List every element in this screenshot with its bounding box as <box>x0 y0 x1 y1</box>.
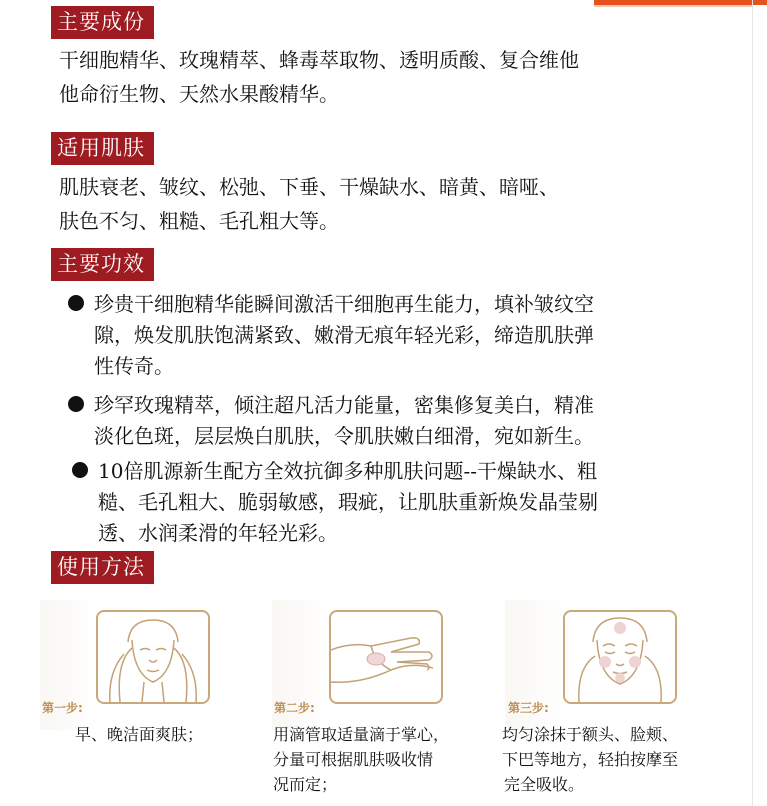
section-title-ingredients: 主要成份 <box>51 6 154 39</box>
effect-line: 透、水润柔滑的年轻光彩。 <box>98 521 338 545</box>
face-massage-icon <box>565 612 675 702</box>
section-title-skin-types: 适用肌肤 <box>51 132 154 165</box>
effect-line: 珍罕玫瑰精萃，倾注超凡活力能量，密集修复美白，精准 <box>94 393 594 417</box>
step3-line: 均匀涂抹于额头、脸颊、 <box>502 725 679 744</box>
section-title-usage: 使用方法 <box>51 551 154 584</box>
step2-text <box>273 722 449 797</box>
top-accent-shadow <box>594 5 752 7</box>
effect-item <box>68 289 728 382</box>
face-wash-icon <box>98 612 208 702</box>
step3-illustration <box>563 610 677 704</box>
effect-item <box>72 456 732 549</box>
step1-illustration <box>96 610 210 704</box>
step3-label: 第三步: <box>508 701 549 715</box>
step2-label: 第二步: <box>274 701 315 715</box>
effect-line: 10倍肌源新生配方全效抗御多种肌肤问题--干燥缺水、粗 <box>98 459 597 483</box>
skin-types-text <box>59 170 739 238</box>
step3-line: 完全吸收。 <box>504 775 585 794</box>
effect-line: 糙、毛孔粗大、脆弱敏感，瑕疵，让肌肤重新焕发晶莹剔 <box>98 490 598 514</box>
step3-line: 下巴等地方，轻拍按摩至 <box>502 750 679 769</box>
ingredients-text <box>59 43 739 111</box>
skin-types-line: 肤色不匀、粗糙、毛孔粗大等。 <box>59 209 339 233</box>
bullet-icon <box>68 396 84 412</box>
ingredients-line: 他命衍生物、天然水果酸精华。 <box>59 82 339 106</box>
step3-text <box>502 722 678 797</box>
step1-line: 早、晚洁面爽肤； <box>75 725 204 744</box>
effect-line: 隙，焕发肌肤饱满紧致、嫩滑无痕年轻光彩，缔造肌肤弹 <box>94 323 594 347</box>
bullet-icon <box>72 462 88 478</box>
effect-line: 淡化色斑，层层焕白肌肤，令肌肤嫩白细滑，宛如新生。 <box>94 424 594 448</box>
effect-line: 性传奇。 <box>94 354 174 378</box>
step2-line: 用滴管取适量滴于掌心， <box>273 725 450 744</box>
step2-line: 分量可根据肌肤吸收情 <box>273 750 434 769</box>
ingredients-line: 干细胞精华、玫瑰精萃、蜂毒萃取物、透明质酸、复合维他 <box>59 48 579 72</box>
effect-line: 珍贵干细胞精华能瞬间激活干细胞再生能力，填补皱纹空 <box>94 292 594 316</box>
palm-drop-icon <box>331 612 441 702</box>
bullet-icon <box>68 295 84 311</box>
step1-text <box>75 722 203 747</box>
effect-item <box>68 390 728 452</box>
step2-line: 况而定； <box>273 775 338 794</box>
section-title-effects: 主要功效 <box>51 248 154 281</box>
step2-illustration <box>329 610 443 704</box>
step1-label: 第一步: <box>42 701 83 715</box>
right-divider <box>752 0 753 806</box>
skin-types-line: 肌肤衰老、皱纹、松弛、下垂、干燥缺水、暗黄、暗哑、 <box>59 175 559 199</box>
